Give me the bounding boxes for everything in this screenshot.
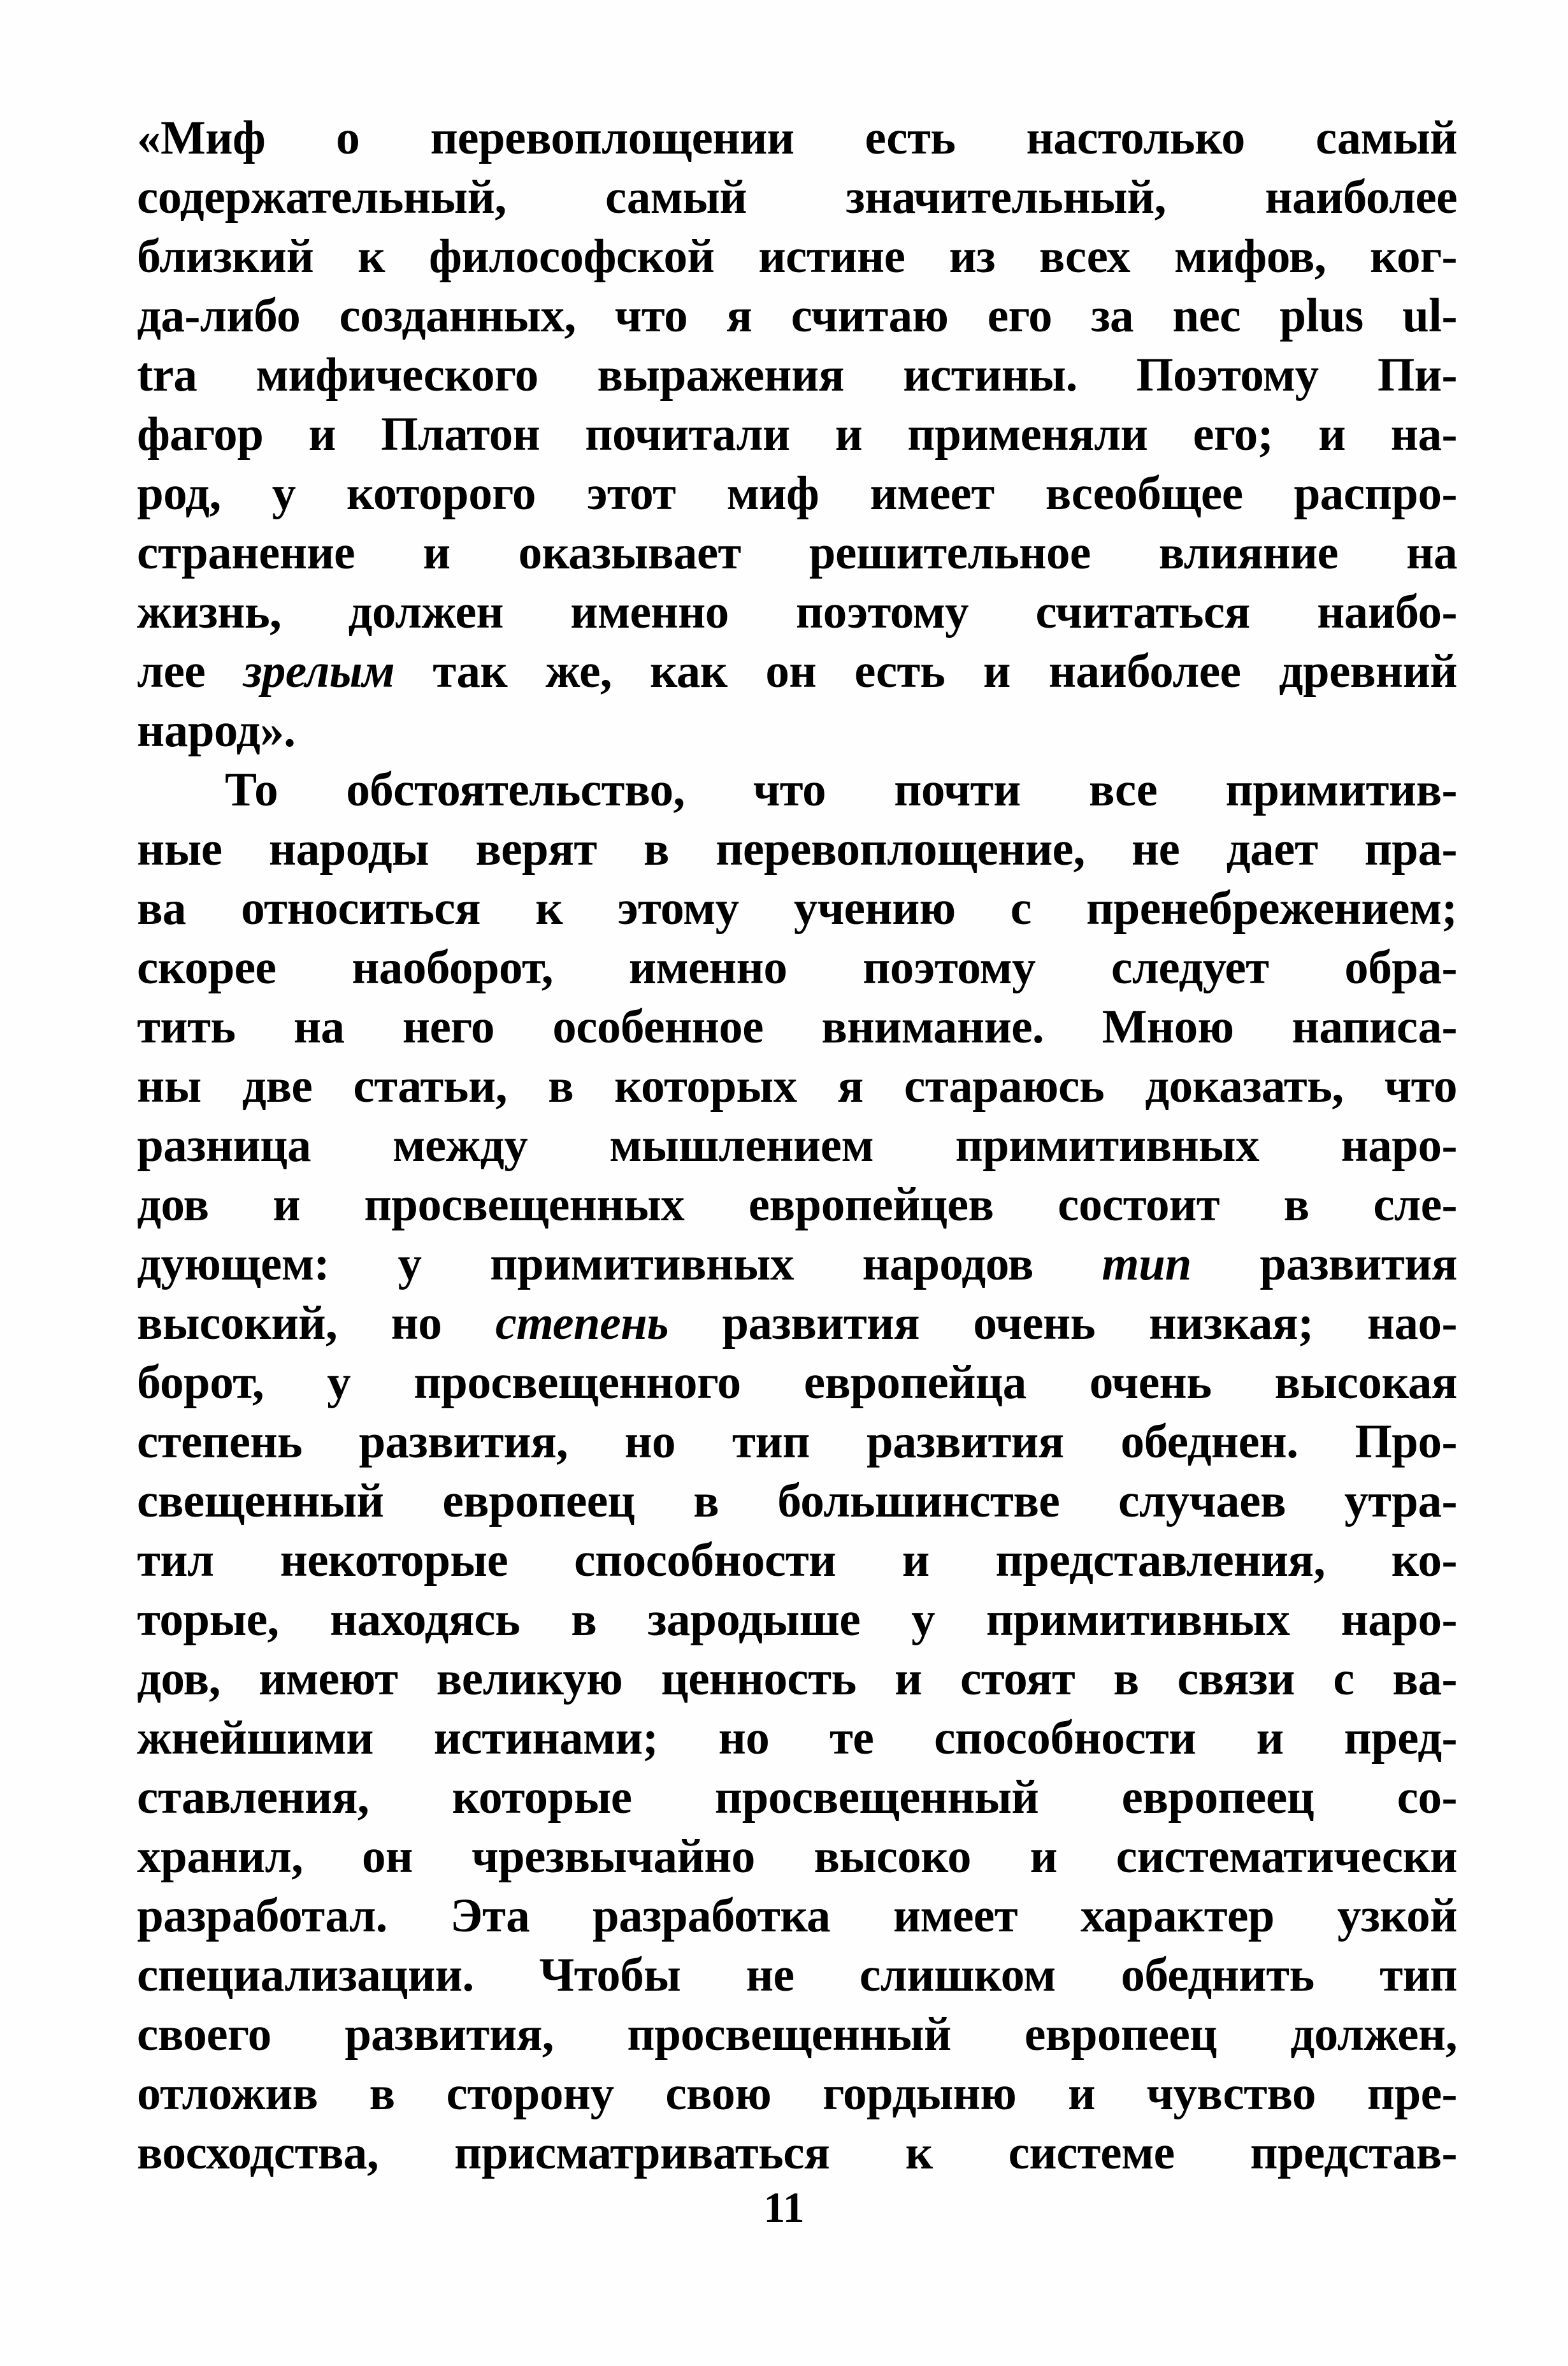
text-line: дов и просвещенных европейцев состоит в сле-	[137, 1178, 1457, 1231]
text-line: ные народы верят в перевоплощение, не дает пра-	[137, 823, 1457, 876]
text-line: борот, у просвещенного европейца очень высокая	[137, 1356, 1457, 1409]
text-line: свещенный европеец в большинстве случаев утра-	[137, 1475, 1457, 1527]
text-line: «Миф о перевоплощении есть настолько самый	[137, 112, 1457, 164]
page-text	[137, 108, 1457, 2182]
text-line: род, у которого этот миф имеет всеобщее распро-	[137, 467, 1457, 520]
text-line: разработал. Эта разработка имеет характер узкой	[137, 1889, 1457, 1942]
text-line: разница между мышлением примитивных наро-	[137, 1119, 1457, 1172]
text-line: близкий к философской истине из всех мифов, ког-	[137, 230, 1457, 283]
paragraph	[137, 108, 1457, 760]
text-line: содержательный, самый значительный, наиболее	[137, 171, 1457, 224]
text-line: фагор и Платон почитали и применяли его; и на-	[137, 408, 1457, 461]
text-line: тить на него особенное внимание. Мною написа-	[137, 1000, 1457, 1053]
text-line: специализации. Чтобы не слишком обеднить тип	[137, 1949, 1457, 2002]
text-line: восходства, присматриваться к системе представ-	[137, 2126, 1457, 2179]
text-line: тил некоторые способности и представления, ко-	[137, 1534, 1457, 1587]
page-number: 11	[763, 2183, 805, 2232]
text-line: tra мифического выражения истины. Поэтому Пи-	[137, 349, 1457, 401]
text-line: торые, находясь в зародыше у примитивных наро-	[137, 1593, 1457, 1646]
text-line: ны две статьи, в которых я стараюсь доказать, что	[137, 1060, 1457, 1113]
text-line: ставления, которые просвещенный европеец со-	[137, 1771, 1457, 1824]
text-line: странение и оказывает решительное влияние на	[137, 526, 1457, 579]
text-line: скорее наоборот, именно поэтому следует обра-	[137, 941, 1457, 994]
text-line: жизнь, должен именно поэтому считаться наибо-	[137, 586, 1457, 638]
text-line: степень развития, но тип развития обеднен. Про-	[137, 1415, 1457, 1468]
text-line: высокий, но степень развития очень низкая; нао-	[137, 1297, 1457, 1350]
text-line: своего развития, просвещенный европеец должен,	[137, 2008, 1457, 2061]
text-line: да-либо созданных, что я считаю его за nec plus ul-	[137, 289, 1457, 342]
paragraph	[137, 760, 1457, 2182]
text-line: дующем: у примитивных народов тип развития	[137, 1237, 1457, 1290]
text-line: То обстоятельство, что почти все примитив-	[225, 763, 1457, 816]
text-line: хранил, он чрезвычайно высоко и систематически	[137, 1830, 1457, 1883]
text-line: ва относиться к этому учению с пренебрежением;	[137, 882, 1457, 935]
text-line: отложив в сторону свою гордыню и чувство пре-	[137, 2067, 1457, 2120]
text-line: народ».	[137, 704, 296, 757]
text-line: лее зрелым так же, как он есть и наиболее древний	[137, 645, 1458, 698]
text-line: дов, имеют великую ценность и стоят в связи с ва-	[137, 1652, 1457, 1705]
text-line: жнейшими истинами; но те способности и пред-	[137, 1712, 1457, 1764]
